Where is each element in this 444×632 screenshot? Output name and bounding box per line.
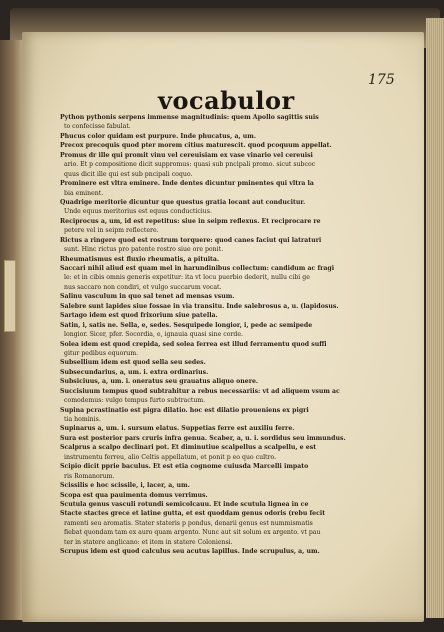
text-line: Rheumatismus est fluxio rheumatis, a pituita. bbox=[60, 255, 220, 263]
folio-number: 175 bbox=[368, 72, 395, 88]
text-line: Scutula genus vasculi rotundi semicolcauu. Et inde scutula lignea in ce bbox=[60, 500, 309, 508]
text-line: ario. Et p compositione dicit suppromus: quasi sub pncipali promo. sicut subcoc bbox=[64, 161, 316, 169]
text-line: Subsecundarius, a, um. i. extra ordinarius. bbox=[60, 368, 209, 376]
text-line: Precox precoquis quod pter morem citius maturescit. quod pcoquum appellat. bbox=[60, 142, 332, 150]
text-line: Subsiciuus, a, um. i. oneratus seu grauatus aliquo onere. bbox=[60, 378, 259, 386]
text-line: Saccari nihil aliud est quam mel in harundinibus collectum: candidum ac fragi bbox=[60, 265, 335, 272]
text-line: Promus dr ille qui promit vinu vel cereuisiam ex vase vinario vel cereuisi bbox=[60, 151, 313, 159]
text-line: sunt. Hinc rictus pro patente rostro siue ore ponit. bbox=[64, 246, 224, 254]
text-line: Supinarus a, um. i. sursum elatus. Suppetias ferre est auxiliu ferre. bbox=[60, 425, 295, 433]
text-line: Salinu vasculum in quo sal tenet ad mensas vsum. bbox=[60, 293, 235, 301]
text-line: quus dicit ille qui est sub pncipali coquo. bbox=[64, 170, 193, 178]
text-line: fiebat quondam tam ex auro quam argento. Nunc aut sit solum ex argento. vt pau bbox=[64, 529, 321, 537]
text-line: nus saccaro non condiri, et vulgo succarum vocat. bbox=[64, 283, 222, 291]
text-line: Scrupus idem est quod calculus seu acutus lapillus. Inde scrupulus, a, um. bbox=[60, 548, 320, 556]
page-heading: vocabulor bbox=[158, 86, 295, 115]
text-line: to confecisse fabulat. bbox=[64, 123, 131, 131]
text-line: Supina pcrastinatio est pigra dilatio. hoc est dilatio proueniens ex pigri bbox=[60, 406, 309, 414]
text-line: Prominere est vltra eminere. Inde dentes dicuntur pminentes qui vltra la bbox=[60, 180, 314, 188]
text-line: ris Romanorum. bbox=[64, 472, 115, 480]
text-line: Subsellium idem est quod sella seu sedes. bbox=[60, 359, 206, 367]
text-line: Scalprus a scalpo declinari pot. Et diminutiue scalpellus a scalpellu, e est bbox=[60, 444, 317, 452]
text-line: Satin, i, satis ne. Sella, e, sedes. Sesquipede longior, i, pede ac semipede bbox=[60, 321, 313, 329]
text-line: Scissilis e hoc scissile, i, lacer, a, um. bbox=[60, 482, 190, 490]
bookmark-slip bbox=[4, 260, 16, 332]
text-line: Scopa est qua pauimenta domus verrimus. bbox=[60, 491, 208, 499]
text-line: Quadrige meritorie dicuntur que questus gratia locant aut conducitur. bbox=[60, 198, 306, 206]
text-line: bia eminent. bbox=[64, 189, 104, 197]
text-line: Scipio dicit pprie baculus. Et est etia cognome cuiusda Marcelli impato bbox=[60, 463, 309, 471]
text-line: Python pythonis serpens immense magnitudinis: quem Apollo sagittis suis bbox=[60, 114, 319, 121]
text-line: Solea idem est quod crepida, sed solea ferrea est illud ferramentu quod suffi bbox=[60, 340, 327, 348]
text-line: tia hominis. bbox=[64, 416, 101, 423]
text-line: ramenti seu aromatis. Stater stateris p pondus, denarii genus est nummismatis bbox=[64, 519, 313, 527]
text-line: ter in statere anglicano: et item in statere Coloniensi. bbox=[64, 538, 233, 546]
text-line: gitur pedibus equorum. bbox=[64, 349, 139, 357]
text-line: Unde equus meritorius est equus conducticius. bbox=[64, 208, 212, 216]
text-line: petere vel in seipm reflectere. bbox=[64, 227, 159, 235]
text-line: Succisiuum tempus quod subtrahitur a rebus necessariis: vt ad aliquem vsum ac bbox=[60, 387, 340, 395]
text-line: Reciprocus a, um, id est repetitus: siue in seipm reflexus. Et reciprocare re bbox=[60, 217, 321, 225]
text-line: Rictus a ringere quod est rostrum torquere: quod canes faciut qui latraturi bbox=[60, 236, 322, 244]
text-line: Stacte stactes grece et latine gutta, et est quoddam genus odoris (rebu fecit bbox=[60, 510, 326, 518]
text-line: le: et in cibis omnis generis expetitur: ita vt locu puerbio dederit, nullu cibi ge bbox=[64, 274, 310, 282]
text-line: Sartago idem est quod frixorium siue patella. bbox=[60, 312, 218, 320]
text-block bbox=[60, 113, 360, 557]
page-fore-edge bbox=[426, 18, 444, 618]
text-line: instrumentu ferreu, alio Celtis appellatum, et ponit p eo quo cultro. bbox=[64, 453, 277, 461]
text-line: Salebre sunt lapides siue fossae in via transitu. Inde salebrosus a, u. (lapidosus. bbox=[60, 302, 339, 310]
text-line: Phucus color quidam est purpure. Inde phucatus, a, um. bbox=[60, 132, 256, 140]
text-line: comodemus: vulgo tempus furto subtractum. bbox=[64, 397, 206, 405]
text-line: longior. Sicer, pfer. Socordia, e, ignauia quasi sine corde. bbox=[64, 331, 244, 339]
text-line: Sura est posterior pars cruris infra genua. Scaber, a, u. i. sordidus seu immundus. bbox=[60, 434, 346, 442]
